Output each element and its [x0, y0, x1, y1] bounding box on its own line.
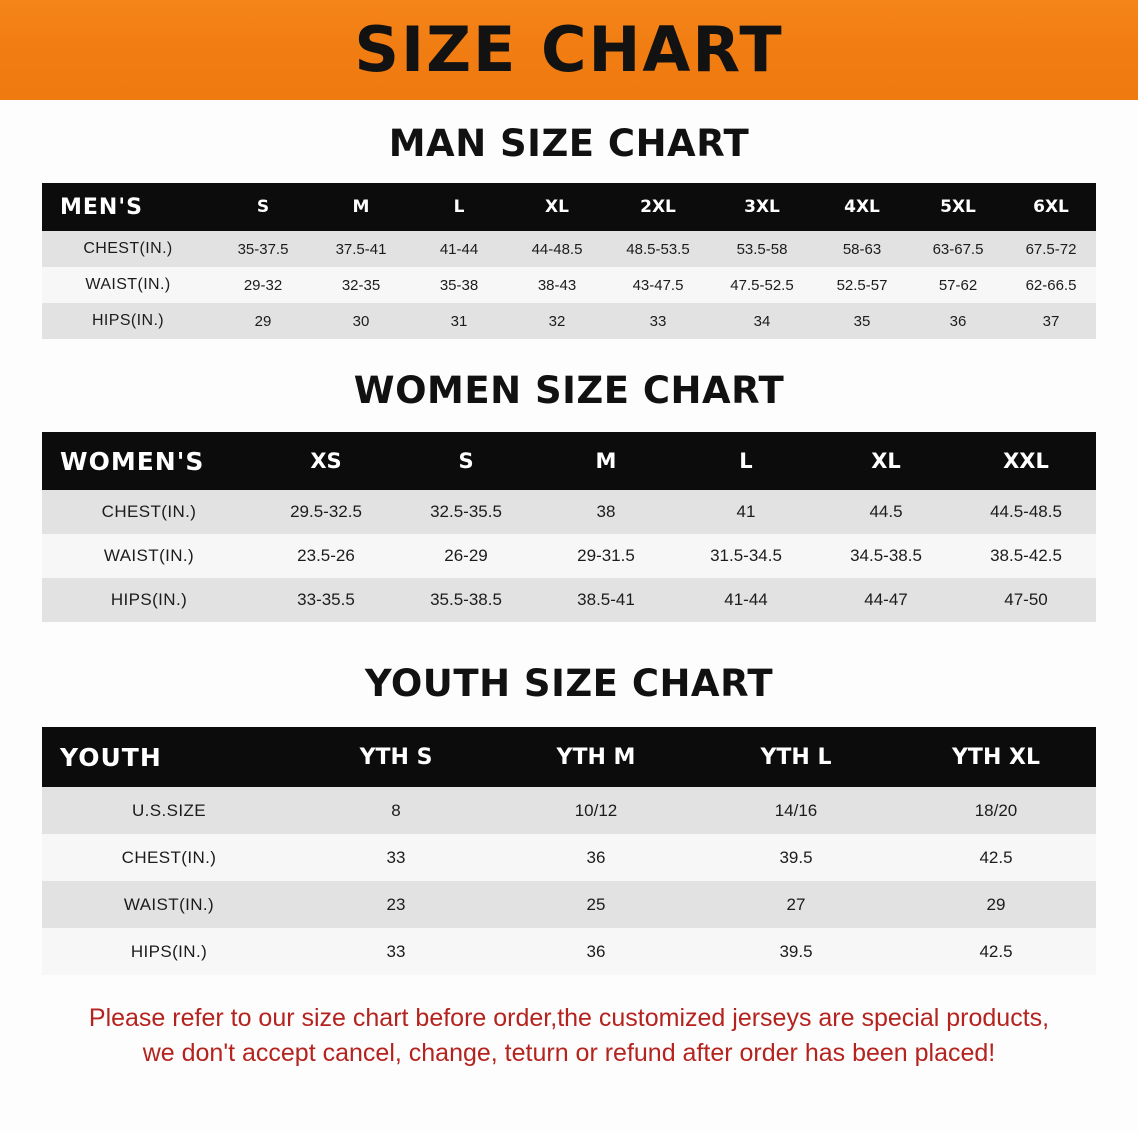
youth-header-cell: YTH M [496, 727, 696, 787]
table-cell: 29.5-32.5 [256, 490, 396, 534]
man-header-cell: L [410, 183, 508, 231]
women-size-table [42, 432, 1096, 622]
man-header-cell: 2XL [606, 183, 710, 231]
table-cell: 62-66.5 [1006, 267, 1096, 303]
youth-header-cell: YOUTH [42, 727, 296, 787]
row-label: HIPS(IN.) [42, 578, 256, 622]
table-cell: 37 [1006, 303, 1096, 339]
man-header-cell: MEN'S [42, 183, 214, 231]
table-cell: 33 [606, 303, 710, 339]
table-row [42, 834, 1096, 881]
table-cell: 48.5-53.5 [606, 231, 710, 267]
women-table-wrap [0, 432, 1138, 622]
table-cell: 52.5-57 [814, 267, 910, 303]
man-section-heading: MAN SIZE CHART [388, 122, 750, 165]
table-row [42, 578, 1096, 622]
table-cell: 25 [496, 881, 696, 928]
man-size-table [42, 183, 1096, 339]
table-cell: 42.5 [896, 928, 1096, 975]
table-cell: 29 [214, 303, 312, 339]
table-cell: 38.5-41 [536, 578, 676, 622]
table-cell: 36 [910, 303, 1006, 339]
table-cell: 31 [410, 303, 508, 339]
women-header-cell: WOMEN'S [42, 432, 256, 490]
table-cell: 23.5-26 [256, 534, 396, 578]
youth-size-table [42, 727, 1096, 975]
table-cell: 47-50 [956, 578, 1096, 622]
man-table-wrap [0, 183, 1138, 339]
row-label: HIPS(IN.) [42, 303, 214, 339]
policy-note [38, 1001, 1100, 1070]
women-header-cell: M [536, 432, 676, 490]
policy-note-line-2: we don't accept cancel, change, teturn or refund after order has been placed! [142, 1038, 996, 1067]
women-header-cell: S [396, 432, 536, 490]
table-cell: 32.5-35.5 [396, 490, 536, 534]
table-cell: 36 [496, 834, 696, 881]
row-label: WAIST(IN.) [42, 267, 214, 303]
table-cell: 42.5 [896, 834, 1096, 881]
man-header-cell: M [312, 183, 410, 231]
women-section-heading: WOMEN SIZE CHART [353, 369, 785, 412]
table-cell: 38-43 [508, 267, 606, 303]
youth-header-cell: YTH S [296, 727, 496, 787]
row-label: HIPS(IN.) [42, 928, 296, 975]
table-cell: 39.5 [696, 834, 896, 881]
row-label: CHEST(IN.) [42, 834, 296, 881]
man-header-cell: 4XL [814, 183, 910, 231]
table-cell: 33 [296, 928, 496, 975]
table-row [42, 267, 1096, 303]
women-table-header-row [42, 432, 1096, 490]
women-header-cell: L [676, 432, 816, 490]
page-title: SIZE CHART [354, 13, 784, 86]
table-cell: 23 [296, 881, 496, 928]
page-banner [0, 0, 1138, 100]
table-cell: 35.5-38.5 [396, 578, 536, 622]
table-cell: 29-32 [214, 267, 312, 303]
women-header-cell: XXL [956, 432, 1096, 490]
man-header-cell: 5XL [910, 183, 1006, 231]
table-row [42, 881, 1096, 928]
man-header-cell: 6XL [1006, 183, 1096, 231]
table-cell: 35-37.5 [214, 231, 312, 267]
man-header-cell: S [214, 183, 312, 231]
youth-table-header-row [42, 727, 1096, 787]
policy-note-line-1: Please refer to our size chart before order,the customized jerseys are special products, [88, 1004, 1050, 1032]
table-cell: 35-38 [410, 267, 508, 303]
table-cell: 30 [312, 303, 410, 339]
table-cell: 44.5 [816, 490, 956, 534]
table-cell: 18/20 [896, 787, 1096, 834]
table-row [42, 303, 1096, 339]
table-cell: 33-35.5 [256, 578, 396, 622]
man-header-cell: 3XL [710, 183, 814, 231]
table-row [42, 928, 1096, 975]
table-cell: 35 [814, 303, 910, 339]
row-label: CHEST(IN.) [42, 490, 256, 534]
table-cell: 58-63 [814, 231, 910, 267]
man-table-header-row [42, 183, 1096, 231]
table-cell: 34 [710, 303, 814, 339]
table-cell: 32-35 [312, 267, 410, 303]
table-cell: 47.5-52.5 [710, 267, 814, 303]
table-cell: 44-48.5 [508, 231, 606, 267]
table-cell: 43-47.5 [606, 267, 710, 303]
youth-table-wrap [0, 727, 1138, 975]
table-cell: 41 [676, 490, 816, 534]
table-cell: 10/12 [496, 787, 696, 834]
youth-section-heading: YOUTH SIZE CHART [364, 662, 774, 705]
table-cell: 31.5-34.5 [676, 534, 816, 578]
row-label: CHEST(IN.) [42, 231, 214, 267]
table-cell: 36 [496, 928, 696, 975]
table-cell: 29-31.5 [536, 534, 676, 578]
table-cell: 33 [296, 834, 496, 881]
row-label: U.S.SIZE [42, 787, 296, 834]
table-row [42, 534, 1096, 578]
table-cell: 44.5-48.5 [956, 490, 1096, 534]
table-row [42, 490, 1096, 534]
youth-header-cell: YTH XL [896, 727, 1096, 787]
table-cell: 8 [296, 787, 496, 834]
table-cell: 53.5-58 [710, 231, 814, 267]
table-cell: 14/16 [696, 787, 896, 834]
table-cell: 38 [536, 490, 676, 534]
women-header-cell: XS [256, 432, 396, 490]
table-cell: 37.5-41 [312, 231, 410, 267]
table-cell: 57-62 [910, 267, 1006, 303]
table-cell: 27 [696, 881, 896, 928]
row-label: WAIST(IN.) [42, 534, 256, 578]
table-cell: 39.5 [696, 928, 896, 975]
row-label: WAIST(IN.) [42, 881, 296, 928]
table-cell: 41-44 [410, 231, 508, 267]
table-cell: 63-67.5 [910, 231, 1006, 267]
table-cell: 38.5-42.5 [956, 534, 1096, 578]
table-cell: 44-47 [816, 578, 956, 622]
table-cell: 32 [508, 303, 606, 339]
table-cell: 29 [896, 881, 1096, 928]
table-cell: 67.5-72 [1006, 231, 1096, 267]
table-cell: 26-29 [396, 534, 536, 578]
youth-header-cell: YTH L [696, 727, 896, 787]
table-row [42, 231, 1096, 267]
table-cell: 34.5-38.5 [816, 534, 956, 578]
man-header-cell: XL [508, 183, 606, 231]
table-cell: 41-44 [676, 578, 816, 622]
table-row [42, 787, 1096, 834]
women-header-cell: XL [816, 432, 956, 490]
